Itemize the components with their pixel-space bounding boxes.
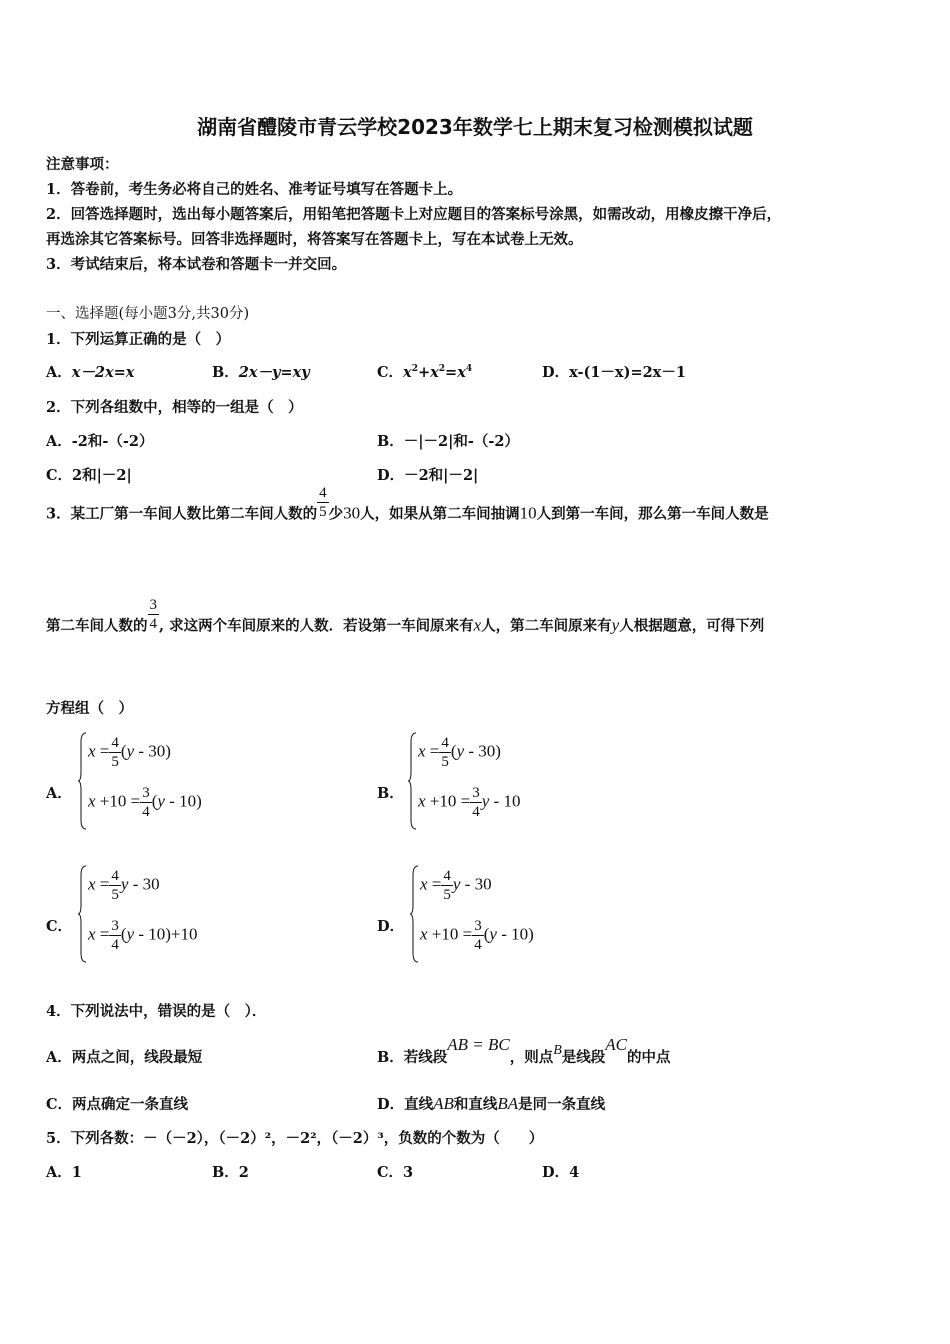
page-title: 湖南省醴陵市青云学校2023年数学七上期末复习检测模拟试题	[197, 115, 753, 139]
q2-option-d: D．－2和|－2|	[377, 467, 479, 484]
q5-option-c: C．3	[377, 1164, 414, 1181]
q4-option-c: C．两点确定一条直线	[46, 1096, 189, 1113]
q1-option-c: C．$x^2+x^2=x^4$	[377, 364, 473, 381]
notice-item: 2．回答选择题时，选出每小题答案后，用铅笔把答题卡上对应题目的答案标号涂黑，如需改动，用橡皮擦干净后，	[46, 206, 782, 223]
q3-option-d-system: x = $\frac{4}{5}$ y - 30 x +10 = $\frac{3}{4}$ (y - 10)	[410, 865, 560, 963]
q4-option-b: B．若线段AB = BC，则点B是线段AC的中点	[377, 1035, 671, 1066]
q2-stem: 2．下列各组数中，相等的一组是（ ）	[46, 399, 303, 416]
q3-stem-line3: 方程组（ ）	[46, 700, 133, 717]
q3-option-b-system: x = $\frac{4}{5}$ (y - 30) x +10 = $\frac{3}{4}$ y - 10	[408, 732, 558, 830]
brace-icon	[410, 865, 420, 963]
notice-heading: 注意事项：	[46, 156, 119, 173]
q2-option-a: A．-2和-（-2）	[46, 433, 154, 450]
q1-option-b: B．2x－y=xy	[212, 364, 310, 381]
brace-icon	[408, 732, 418, 830]
q2-option-c: C．2和|－2|	[46, 467, 132, 484]
q1-stem: 1．下列运算正确的是（ ）	[46, 331, 231, 348]
q3-stem-line2: 第二车间人数的 $\frac{3}{4}$ , 求这两个车间原来的人数．若设第一车间原来有x人，第二车间原来有y人根据题意，可得下列	[46, 597, 765, 635]
q5-option-d: D．4	[542, 1164, 580, 1181]
q3-option-a-system: x = $\frac{4}{5}$ (y - 30) x +10 = $\frac{3}{4}$ (y - 10)	[78, 732, 228, 830]
q4-stem: 4．下列说法中，错误的是（ ）．	[46, 1003, 267, 1020]
section-heading: 一、选择题(每小题3分,共30分)	[46, 306, 250, 322]
q3-option-c-system: x = $\frac{4}{5}$ y - 30 x = $\frac{3}{4}$ (y - 10)+10	[78, 865, 228, 963]
q3-option-b-label: B．	[377, 785, 404, 802]
q4-option-a: A．两点之间，线段最短	[46, 1049, 203, 1066]
q3-option-a-label: A．	[46, 785, 72, 802]
q3-option-c-label: C．	[46, 918, 73, 935]
q3-stem-line1: 3．某工厂第一车间人数比第二车间人数的 $\frac{4}{5}$ 少30人，如果从第二车间抽调10人到第一车间，那么第一车间人数是	[46, 485, 769, 523]
notice-item: 再选涂其它答案标号。回答非选择题时，将答案写在答题卡上，写在本试卷上无效。	[46, 231, 583, 248]
q5-stem: 5．下列各数：－（－2），（－2）²，－2²，（－2）³，负数的个数为（ ）	[46, 1130, 544, 1147]
q5-option-a: A．1	[46, 1164, 82, 1181]
notice-item: 3．考试结束后，将本试卷和答题卡一并交回。	[46, 256, 347, 273]
q1-option-a: A．x－2x=x	[46, 364, 135, 381]
q2-option-b: B．－|－2|和-（-2）	[377, 433, 520, 450]
q5-option-b: B．2	[212, 1164, 249, 1181]
notice-item: 1．答卷前，考生务必将自己的姓名、准考证号填写在答题卡上。	[46, 181, 463, 198]
q1-option-d: D．x-(1－x)=2x－1	[542, 364, 686, 381]
q3-option-d-label: D．	[377, 918, 405, 935]
q4-option-d: D．直线AB和直线BA是同一条直线	[377, 1094, 606, 1113]
brace-icon	[78, 732, 88, 830]
brace-icon	[78, 865, 88, 963]
